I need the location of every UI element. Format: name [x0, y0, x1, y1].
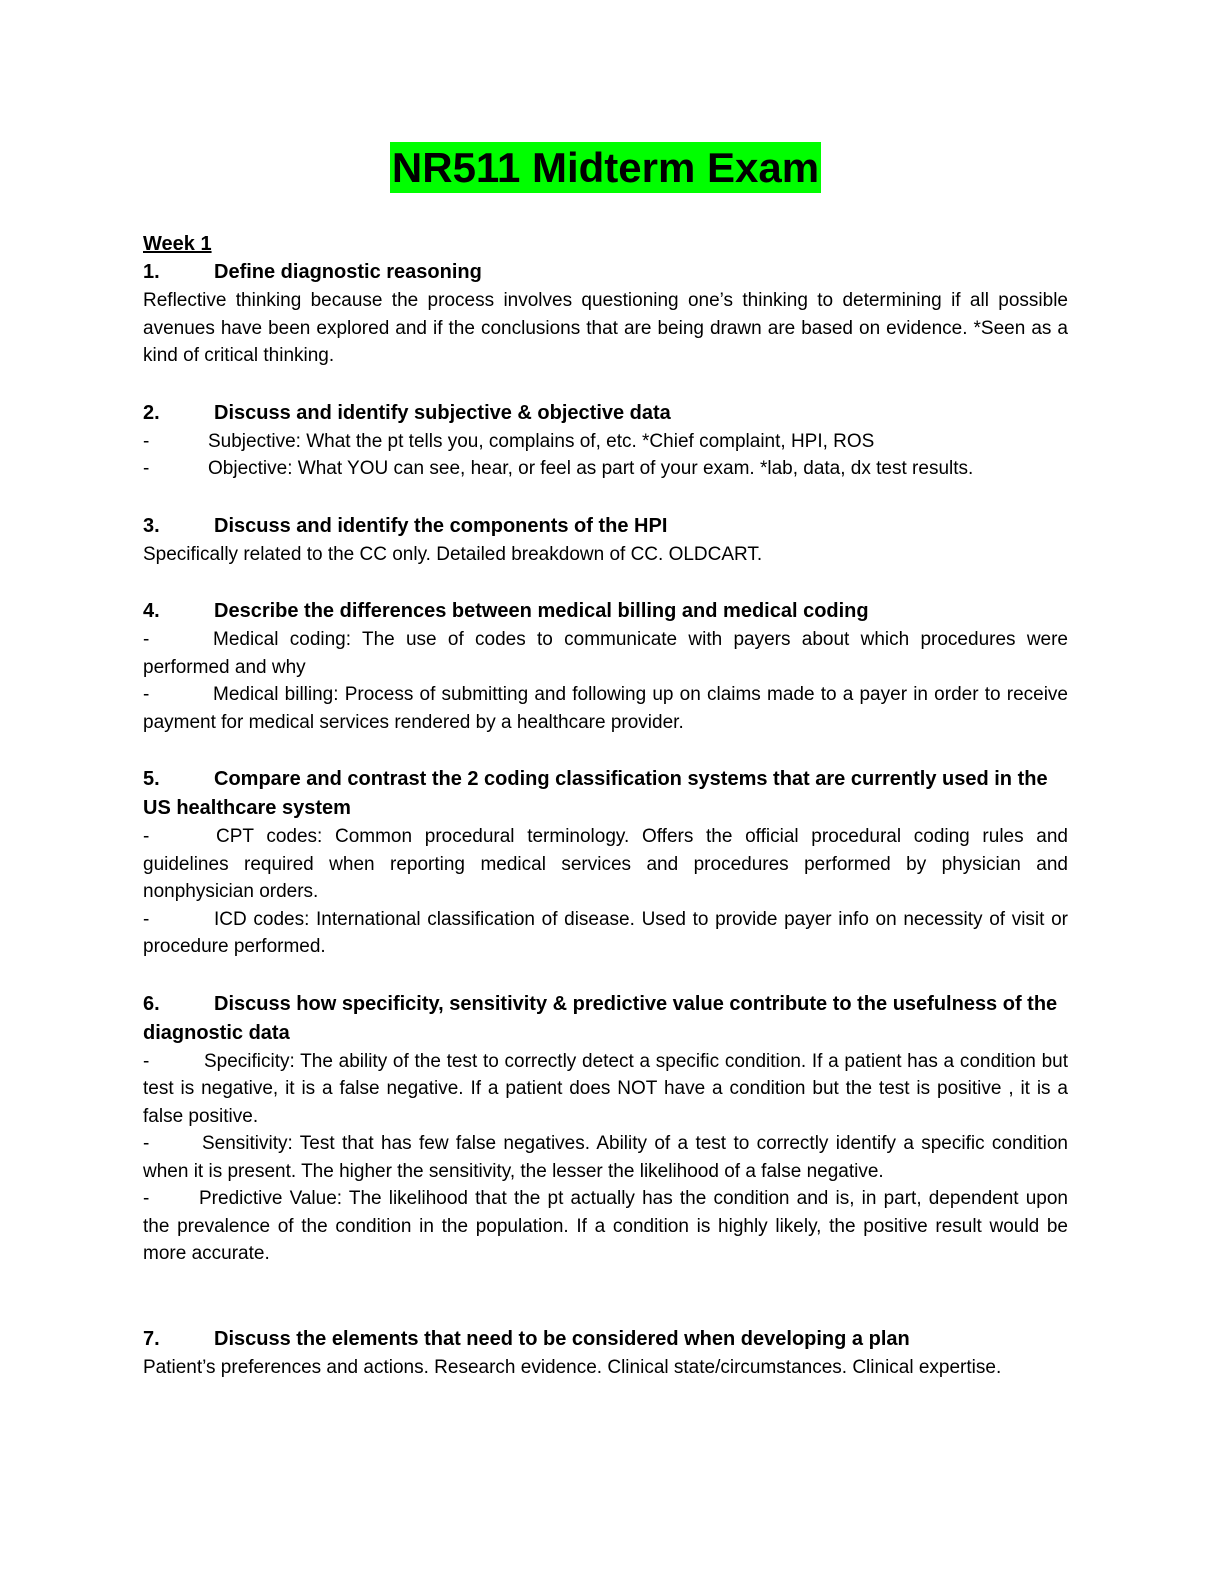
bullet-dash: - [143, 458, 150, 479]
bullet-dash: - [143, 826, 150, 847]
bullet-item [143, 455, 1068, 483]
bullet-text: Subjective: What the pt tells you, complains of, etc. *Chief complaint, HPI, ROS [208, 430, 875, 452]
question-1-heading [143, 258, 1068, 287]
question-number: 2. [143, 401, 160, 424]
bullet-item [143, 823, 1068, 906]
bullet-item [143, 428, 1068, 456]
bullet-item [143, 626, 1068, 681]
question-6-heading [143, 990, 1068, 1048]
bullet-dash: - [143, 1133, 150, 1154]
bullet-item [143, 1130, 1068, 1185]
question-text: Compare and contrast the 2 coding classification systems that are currently used in the US healthcare system [143, 768, 1048, 819]
document-title: NR511 Midterm Exam [391, 144, 820, 191]
question-number: 6. [143, 992, 160, 1015]
question-text: Discuss and identify subjective & objective data [214, 401, 671, 424]
bullet-text: CPT codes: Common procedural terminology. Offers the official procedural coding rules and guidelines required when reporting medical services and procedures performed by physician and nonphysician orders. [143, 826, 1068, 902]
question-number: 3. [143, 514, 160, 537]
document-page [143, 0, 1068, 1381]
question-7-heading [143, 1325, 1068, 1354]
question-text: Describe the differences between medical billing and medical coding [214, 600, 869, 622]
question-number: 1. [143, 261, 160, 283]
question-number: 4. [143, 600, 160, 622]
answer-3: Specifically related to the CC only. Detailed breakdown of CC. OLDCART. [143, 543, 763, 565]
bullet-item [143, 681, 1068, 736]
question-text: Define diagnostic reasoning [214, 261, 482, 283]
title-wrap [143, 142, 1068, 193]
question-2-heading [143, 399, 1068, 428]
bullet-item [143, 906, 1068, 961]
bullet-text: Specificity: The ability of the test to correctly detect a specific condition. If a patient has a condition but test is negative, it is a false negative. If a patient does NOT have a condition but the test is positive , it is a false positive. [143, 1050, 1068, 1127]
bullet-dash: - [143, 908, 150, 930]
bullet-dash: - [143, 1050, 150, 1072]
bullet-dash: - [143, 629, 150, 650]
bullet-text: Medical coding: The use of codes to communicate with payers about which procedures were performed and why [143, 629, 1068, 678]
question-text: Discuss how specificity, sensitivity & predictive value contribute to the usefulness of the diagnostic data [143, 992, 1058, 1044]
bullet-item [143, 1185, 1068, 1268]
question-4-heading [143, 597, 1068, 626]
bullet-text: Medical billing: Process of submitting and following up on claims made to a payer in order to receive payment for medical services rendered by a healthcare provider. [143, 684, 1068, 733]
question-number: 7. [143, 1327, 160, 1350]
week-heading: Week 1 [143, 233, 212, 255]
bullet-text: Objective: What YOU can see, hear, or feel as part of your exam. *lab, data, dx test results. [208, 458, 974, 479]
question-number: 5. [143, 768, 160, 790]
question-text: Discuss the elements that need to be considered when developing a plan [214, 1327, 910, 1350]
question-3-heading [143, 512, 1068, 541]
bullet-text: ICD codes: International classification of disease. Used to provide payer info on necessity of visit or procedure performed. [143, 908, 1068, 957]
bullet-text: Sensitivity: Test that has few false negatives. Ability of a test to correctly identify a specific condition when it is present. The higher the sensitivity, the lesser the likelihood of a false negative. [143, 1133, 1068, 1182]
bullet-dash: - [143, 684, 150, 705]
bullet-dash: - [143, 1188, 150, 1209]
answer-1: Reflective thinking because the process involves questioning one’s thinking to determining if all possible avenues have been explored and if the conclusions that are being drawn are based on evidence. *Seen as a kind of critical thinking. [143, 290, 1068, 366]
question-5-heading [143, 765, 1068, 823]
bullet-dash: - [143, 430, 150, 452]
bullet-item [143, 1048, 1068, 1131]
question-text: Discuss and identify the components of the HPI [214, 514, 668, 537]
answer-7: Patient’s preferences and actions. Research evidence. Clinical state/circumstances. Clinical expertise. [143, 1356, 1002, 1378]
bullet-text: Predictive Value: The likelihood that the pt actually has the condition and is, in part, dependent upon the prevalence of the condition in the population. If a condition is highly likely, the positive result would be more accurate. [143, 1188, 1068, 1264]
